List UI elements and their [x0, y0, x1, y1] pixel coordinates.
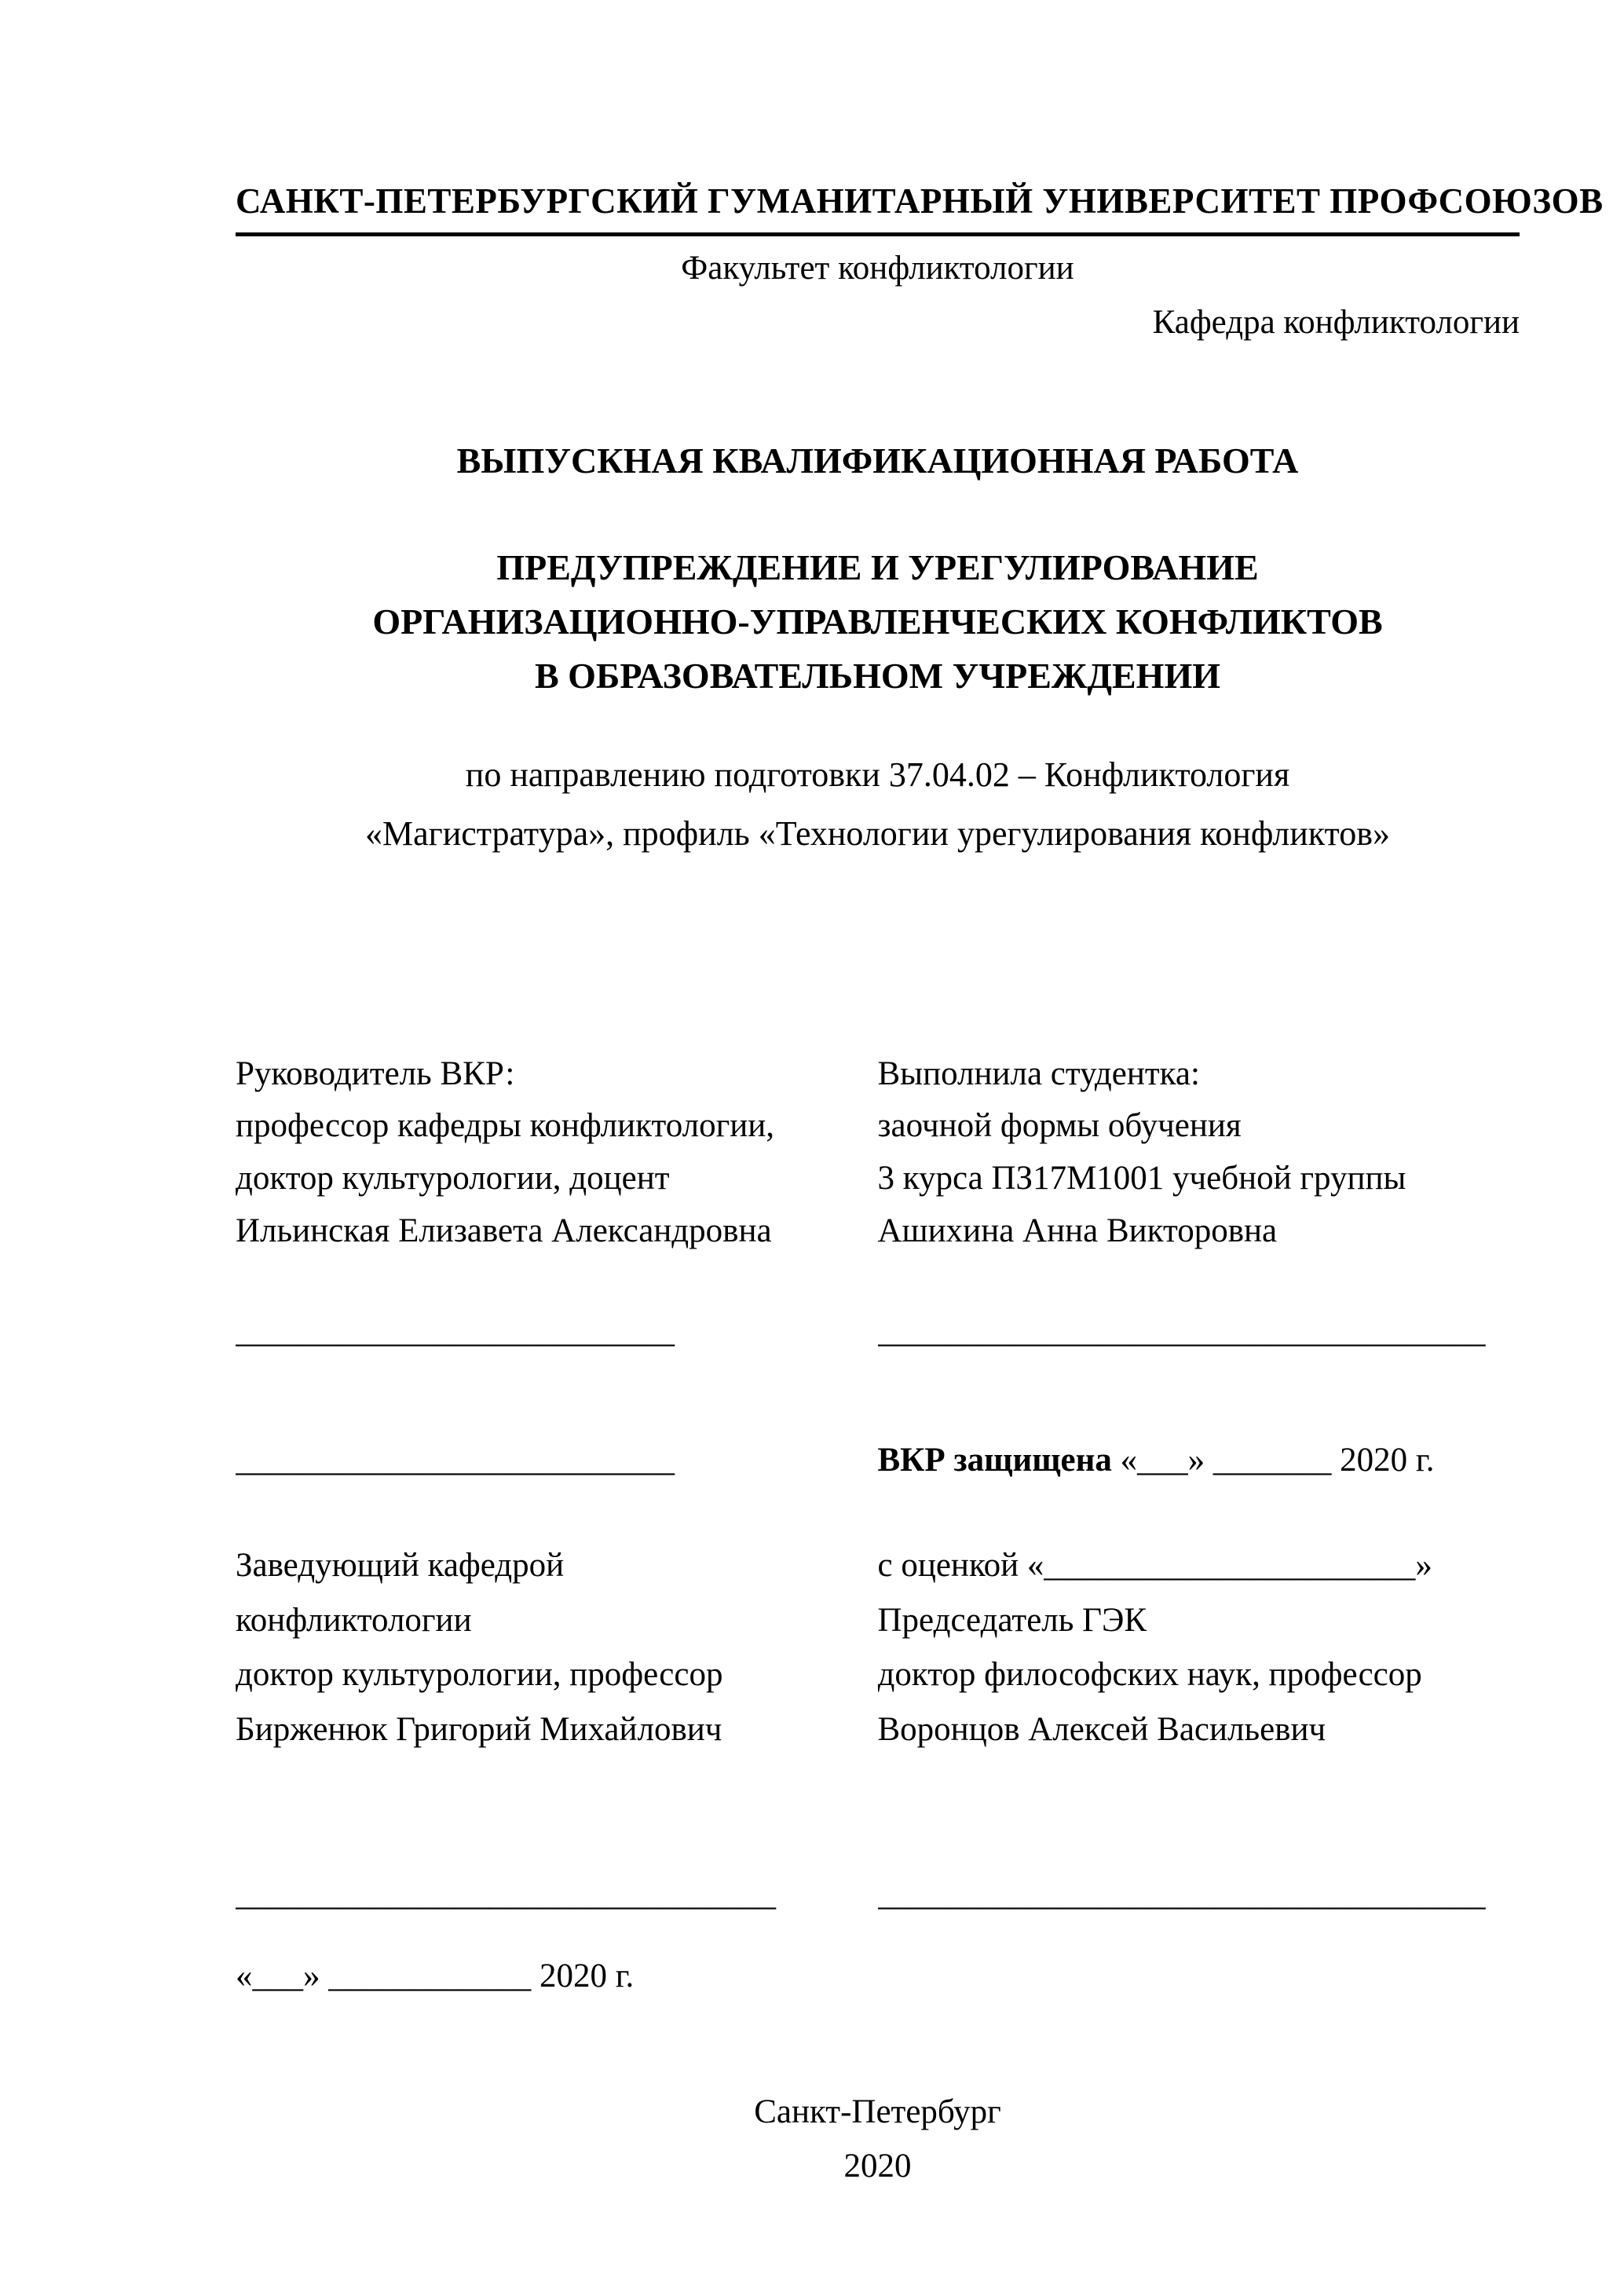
thesis-title: [236, 540, 1520, 703]
head-bottom-signature-line: ________________________________: [236, 1875, 776, 1913]
supervisor-name: Ильинская Елизавета Александровна: [236, 1212, 772, 1249]
program-direction: [236, 746, 1520, 864]
signature-row-1: [236, 1312, 1520, 1351]
thesis-title-line: ПРЕДУПРЕЖДЕНИЕ И УРЕГУЛИРОВАНИЕ: [496, 547, 1259, 587]
footer-city: Санкт-Петербург: [754, 2093, 1001, 2130]
student-form-line: заочной формы обучения: [877, 1107, 1242, 1145]
direction-line: по направлению подготовки 37.04.02 – Конфликтология: [465, 755, 1290, 794]
signature-row-3: [236, 1875, 1520, 1914]
university-name: САНКТ-ПЕТЕРБУРГСКИЙ ГУМАНИТАРНЫЙ УНИВЕРСИТЕТ ПРОФСОЮЗОВ: [236, 181, 1520, 236]
head-role-line: Заведующий кафедрой: [236, 1547, 565, 1585]
thesis-title-line: ОРГАНИЗАЦИОННО-УПРАВЛЕНЧЕСКИХ КОНФЛИКТОВ: [372, 601, 1383, 642]
supervisor-signature-line: __________________________: [236, 1313, 675, 1351]
defense-date-blank: «___» _______ 2020 г.: [1111, 1442, 1435, 1479]
student-block: [878, 1048, 1520, 1258]
defense-date-line: [878, 1441, 1520, 1479]
head-name: Бирженюк Григорий Михайлович: [236, 1711, 722, 1749]
head-department-line: конфликтологии: [236, 1601, 472, 1639]
head-date-line: «___» ____________ 2020 г.: [236, 1957, 635, 1994]
supervisor-role-line: Руководитель ВКР:: [236, 1055, 515, 1092]
supervisor-degree-line: доктор культурологии, доцент: [236, 1159, 670, 1197]
student-role-line: Выполнила студентка:: [877, 1055, 1200, 1092]
head-degree-line: доктор культурологии, профессор: [236, 1656, 723, 1694]
committee-block: [878, 1538, 1520, 1757]
student-signature-line: ____________________________________: [877, 1313, 1486, 1351]
defense-label: ВКР защищена: [877, 1442, 1112, 1479]
people-columns: [236, 1048, 1520, 1258]
committee-chair-name: Воронцов Алексей Васильевич: [877, 1711, 1326, 1749]
thesis-title-line: В ОБРАЗОВАТЕЛЬНОМ УЧРЕЖДЕНИИ: [534, 656, 1221, 696]
faculty-line: Факультет конфликтологии: [681, 250, 1074, 287]
supervisor-title-line: профессор кафедры конфликтологии,: [236, 1107, 775, 1145]
head-of-department-block: [236, 1538, 878, 1757]
signature-row-2: [236, 1441, 1520, 1479]
student-group-line: 3 курса ПЗ17М1001 учебной группы: [877, 1159, 1406, 1197]
footer-year: 2020: [843, 2147, 912, 2184]
committee-chair-line: Председатель ГЭК: [877, 1601, 1147, 1639]
officials-columns: [236, 1538, 1520, 1757]
work-type-heading: ВЫПУСКНАЯ КВАЛИФИКАЦИОННАЯ РАБОТА: [456, 441, 1299, 481]
direction-line: «Магистратура», профиль «Технологии урегулирования конфликтов»: [365, 813, 1390, 853]
head-signature-line: __________________________: [236, 1442, 675, 1479]
footer: [236, 2086, 1520, 2194]
department-line: Кафедра конфликтологии: [1152, 304, 1520, 341]
student-name: Ашихина Анна Викторовна: [877, 1212, 1278, 1249]
grade-line: с оценкой «______________________»: [877, 1547, 1432, 1585]
supervisor-block: [236, 1048, 878, 1258]
committee-bottom-signature-line: ____________________________________: [877, 1875, 1486, 1913]
committee-degree-line: доктор философских наук, профессор: [877, 1656, 1422, 1694]
